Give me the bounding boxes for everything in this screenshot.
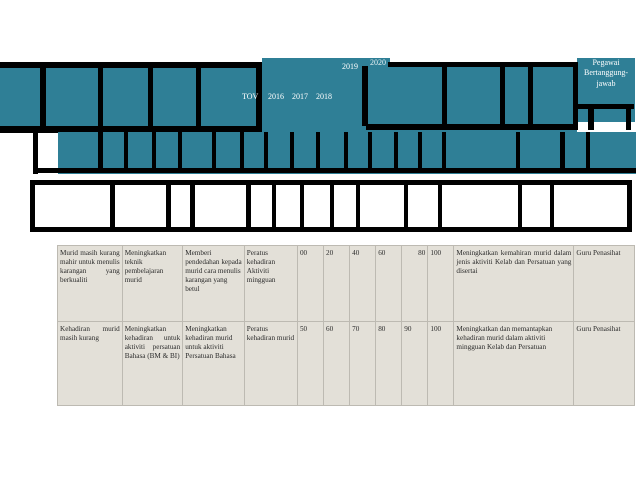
glitch-bar xyxy=(98,132,103,172)
header-year-2018: 2018 xyxy=(316,92,332,101)
header-year-2020: 2020 xyxy=(370,58,386,67)
glitch-bar xyxy=(418,132,422,172)
table-row xyxy=(58,322,635,406)
glitch-bar xyxy=(264,132,268,172)
glitch-bar xyxy=(388,62,578,67)
plan-table xyxy=(57,245,635,406)
objective-cell: Memberi pendedahan kepada murid cara menulis karangan yang betul xyxy=(183,246,245,322)
glitch-bar xyxy=(212,132,216,172)
indicator-cell: Peratus kehadiran Aktiviti mingguan xyxy=(244,246,297,322)
header-year-2016: 2016 xyxy=(268,92,284,101)
glitch-bar xyxy=(516,132,520,172)
value-2016-cell: 60 xyxy=(324,322,350,406)
glitch-bar xyxy=(442,66,447,126)
value-2020-cell: 100 xyxy=(428,322,454,406)
header-responsible-officer: Pegawai Bertanggung-jawab xyxy=(584,58,628,88)
glitch-bar xyxy=(178,132,182,172)
value-2019-cell: 90 xyxy=(402,322,428,406)
glitch-bar xyxy=(148,62,153,132)
glitch-bar xyxy=(124,132,128,172)
glitch-bar xyxy=(368,132,372,172)
glitch-bar xyxy=(366,124,578,130)
glitch-bar xyxy=(40,62,46,132)
issue-cell: Kehadiran murid masih kurang xyxy=(58,322,123,406)
glitch-bar xyxy=(356,180,360,232)
glitch-bar xyxy=(300,180,304,232)
glitch-bar xyxy=(586,132,590,172)
header-year-2017: 2017 xyxy=(292,92,308,101)
value-2017-cell: 40 xyxy=(350,246,376,322)
value-tov-cell: 00 xyxy=(297,246,323,322)
action-cell: Meningkatkan dan memantapkan kehadiran murid dalam aktiviti mingguan Kelab dan Persatuan xyxy=(454,322,574,406)
glitch-bar xyxy=(272,180,276,232)
glitch-bar xyxy=(362,66,368,126)
glitch-bar xyxy=(316,132,320,172)
glitch-bar xyxy=(110,180,115,232)
value-2019-cell: 80 xyxy=(402,246,428,322)
glitch-bar xyxy=(330,180,334,232)
action-cell: Meningkatkan kemahiran murid dalam jenis aktiviti Kelab dan Persatuan yang disertai xyxy=(454,246,574,322)
glitch-bar xyxy=(190,180,195,232)
strategy-cell: Meningkatkan kehadiran untuk aktiviti persatuan Bahasa (BM & BI) xyxy=(122,322,183,406)
glitch-bar xyxy=(98,62,103,132)
officer-cell: Guru Penasihat xyxy=(574,322,635,406)
glitch-bar xyxy=(240,132,244,172)
strategy-cell: Meningkatkan teknik pembelajaran murid xyxy=(122,246,183,322)
glitch-bar xyxy=(588,108,594,130)
glitch-bar xyxy=(518,180,522,232)
objective-cell: Meningkatkan kehadiran murid untuk aktiviti Persatuan Bahasa xyxy=(183,322,245,406)
header-band xyxy=(0,66,577,132)
glitch-bar xyxy=(560,132,565,172)
glitch-bar xyxy=(196,62,201,132)
value-2020-cell: 100 xyxy=(428,246,454,322)
header-block-tov xyxy=(262,58,338,66)
glitch-bar xyxy=(500,66,505,126)
glitch-bar xyxy=(344,132,348,172)
table-row xyxy=(58,246,635,322)
glitch-bar xyxy=(626,108,631,130)
glitch-bar xyxy=(442,132,446,172)
indicator-cell: Peratus kehadiran murid xyxy=(244,322,297,406)
value-2017-cell: 70 xyxy=(350,322,376,406)
glitch-bar xyxy=(152,132,156,172)
glitch-bar xyxy=(290,132,294,172)
value-tov-cell: 50 xyxy=(297,322,323,406)
value-2018-cell: 60 xyxy=(376,246,402,322)
header-year-tov: TOV xyxy=(242,92,259,101)
glitch-bar xyxy=(528,66,533,126)
officer-cell: Guru Penasihat xyxy=(574,246,635,322)
glitch-bar xyxy=(404,180,408,232)
value-2016-cell: 20 xyxy=(324,246,350,322)
glitch-bar xyxy=(246,180,251,232)
header-year-2019: 2019 xyxy=(342,62,358,71)
glitch-bar xyxy=(438,180,442,232)
issue-cell: Murid masih kurang mahir untuk menulis karangan yang berkualiti xyxy=(58,246,123,322)
glitch-bar xyxy=(550,180,554,232)
value-2018-cell: 80 xyxy=(376,322,402,406)
glitch-bar xyxy=(394,132,398,172)
glitch-bar xyxy=(166,180,171,232)
